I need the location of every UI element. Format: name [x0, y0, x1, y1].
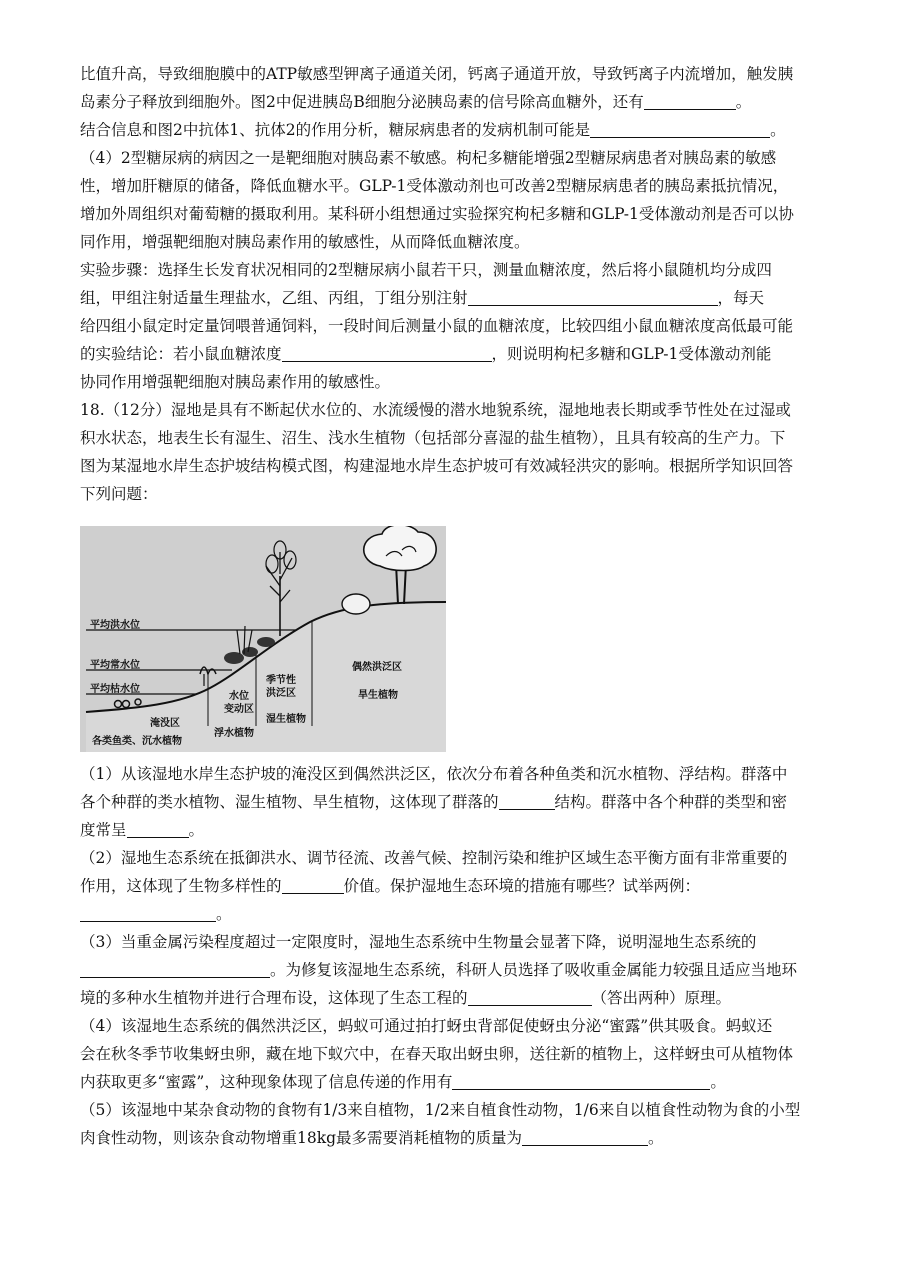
text-line: [80, 1016, 820, 1036]
answer-blank[interactable]: [590, 121, 770, 138]
line-text: 给四组小鼠定时定量饲喂普通饲料，一段时间后测量小鼠的血糖浓度，比较四组小鼠血糖浓度高低最可能: [80, 317, 794, 335]
line-text: 度常呈: [80, 821, 127, 839]
submerged-zone-label: 淹没区: [150, 718, 180, 729]
text-line: [80, 876, 820, 896]
answer-blank[interactable]: [499, 793, 555, 810]
line-text: 比值升高，导致细胞膜中的ATP敏感型钾离子通道关闭，钙离子通道开放，导致钙离子内流增加，触发胰: [80, 65, 794, 83]
text-line: [80, 204, 820, 224]
answer-blank[interactable]: [644, 93, 736, 110]
wetland-slope-diagram: [80, 526, 446, 752]
text-line: [80, 148, 820, 168]
line-tail: 结构。群落中各个种群的类型和密: [554, 793, 788, 811]
text-line: [80, 820, 820, 840]
answer-blank[interactable]: [468, 289, 718, 306]
text-line: [80, 288, 820, 308]
text-line: [80, 960, 820, 980]
water-change-zone-label: 水位 变动区: [224, 691, 254, 715]
text-line: [80, 120, 820, 140]
text-line: [80, 400, 820, 420]
line-tail: 。: [188, 821, 205, 839]
text-line: [80, 92, 820, 112]
line-tail: ，每天: [717, 289, 765, 307]
line-text: （2）湿地生态系统在抵御洪水、调节径流、改善气候、控制污染和维护区域生态平衡方面有非常重要的: [80, 849, 788, 867]
dry-plants-label: 旱生植物: [358, 690, 398, 701]
line-text: 肉食性动物，则该杂食动物增重18kg最多需要消耗植物的质量为: [80, 1129, 523, 1147]
answer-blank[interactable]: [452, 1073, 710, 1090]
floating-plants-label: 浮水植物: [214, 728, 254, 739]
answer-blank[interactable]: [282, 877, 344, 894]
line-text: 组，甲组注射适量生理盐水，乙组、丙组，丁组分别注射: [80, 289, 468, 307]
answer-blank[interactable]: [468, 989, 592, 1006]
text-line: [80, 932, 820, 952]
answer-blank[interactable]: [282, 345, 492, 362]
text-line: [80, 372, 820, 392]
occasional-zone-label: 偶然洪泛区: [352, 662, 402, 673]
line-text: 图为某湿地水岸生态护坡结构模式图，构建湿地水岸生态护坡可有效减轻洪灾的影响。根据所学知识回答: [80, 457, 794, 475]
wetland-slope-figure: [80, 526, 446, 752]
text-line: [80, 1044, 820, 1064]
text-line: [80, 988, 820, 1008]
line-tail: 。为修复该湿地生态系统，科研人员选择了吸收重金属能力较强且适应当地环: [270, 961, 798, 979]
fish-plants-label: 各类鱼类、沉水植物: [92, 736, 182, 747]
normal-level-label: 平均常水位: [90, 660, 140, 671]
line-text: 结合信息和图2中抗体1、抗体2的作用分析，糖尿病患者的发病机制可能是: [80, 121, 591, 139]
line-text: （4）该湿地生态系统的偶然洪泛区，蚂蚁可通过拍打蚜虫背部促使蚜虫分泌“蜜露”供其吸食。蚂蚁还: [80, 1017, 773, 1035]
dry-level-label: 平均枯水位: [90, 684, 140, 695]
line-text: 协同作用增强靶细胞对胰岛素作用的敏感性。: [80, 373, 391, 391]
text-line: [80, 1128, 820, 1148]
answer-blank[interactable]: [127, 821, 189, 838]
line-text: （1）从该湿地水岸生态护坡的淹没区到偶然洪泛区，依次分布着各种鱼类和沉水植物、浮结构。群落中: [80, 765, 788, 783]
line-tail: 。: [216, 905, 232, 923]
line-text: 的实验结论：若小鼠血糖浓度: [80, 345, 282, 363]
text-line: [80, 848, 820, 868]
text-line: [80, 792, 820, 812]
text-line: [80, 260, 820, 280]
line-text: 境的多种水生植物并进行合理布设，这体现了生态工程的: [80, 989, 468, 1007]
line-tail: 。: [735, 93, 752, 111]
text-line: [80, 344, 820, 364]
line-tail: ，则说明枸杞多糖和GLP-1受体激动剂能: [491, 345, 772, 363]
text-line: [80, 1072, 820, 1092]
line-tail: 。: [770, 121, 786, 139]
line-text: 增加外周组织对葡萄糖的摄取利用。某科研小组想通过实验探究枸杞多糖和GLP-1受体激动剂是否可以协: [80, 205, 794, 223]
answer-blank[interactable]: [522, 1129, 648, 1146]
text-line: [80, 764, 820, 784]
line-text: 18.（12分）湿地是具有不断起伏水位的、水流缓慢的潜水地貌系统，湿地地表长期或季节性处在过湿或: [80, 401, 791, 419]
line-tail: 。: [710, 1073, 726, 1091]
line-text: 积水状态，地表生长有湿生、沼生、浅水生植物（包括部分喜湿的盐生植物），且具有较高的生产力。下: [80, 429, 786, 447]
line-text: 实验步骤：选择生长发育状况相同的2型糖尿病小鼠若干只，测量血糖浓度，然后将小鼠随机均分成四: [80, 261, 772, 279]
seasonal-zone-label: 季节性 洪泛区: [266, 675, 296, 699]
text-line: [80, 456, 820, 476]
text-line: [80, 1100, 820, 1120]
text-line: [80, 428, 820, 448]
text-line: [80, 316, 820, 336]
line-text: 下列问题：: [80, 485, 158, 503]
answer-blank[interactable]: [80, 905, 216, 922]
flood-level-label: 平均洪水位: [90, 620, 140, 631]
wet-plants-label: 湿生植物: [266, 714, 306, 725]
text-line: [80, 176, 820, 196]
line-text: （3）当重金属污染程度超过一定限度时，湿地生态系统中生物量会显著下降，说明湿地生态系统的: [80, 933, 757, 951]
text-line: [80, 904, 820, 924]
text-line: [80, 64, 820, 84]
line-text: 会在秋冬季节收集蚜虫卵，藏在地下蚁穴中，在春天取出蚜虫卵，送往新的植物上，这样蚜虫可从植物体: [80, 1045, 794, 1063]
line-tail: 。: [648, 1129, 664, 1147]
line-text: 岛素分子释放到细胞外。图2中促进胰岛B细胞分泌胰岛素的信号除高血糖外，还有: [80, 93, 644, 111]
line-text: 作用，这体现了生物多样性的: [80, 877, 282, 895]
line-text: 性，增加肝糖原的储备，降低血糖水平。GLP-1受体激动剂也可改善2型糖尿病患者的胰岛素抵抗情况，: [80, 177, 789, 195]
line-text: （4）2型糖尿病的病因之一是靶细胞对胰岛素不敏感。枸杞多糖能增强2型糖尿病患者对胰岛素的敏感: [80, 149, 777, 167]
line-tail: 价值。保护湿地生态环境的措施有哪些？试举两例：: [343, 877, 701, 895]
answer-blank[interactable]: [80, 961, 270, 978]
line-text: 同作用，增强靶细胞对胰岛素作用的敏感性，从而降低血糖浓度。: [80, 233, 530, 251]
line-text: （5）该湿地中某杂食动物的食物有1/3来自植物，1/2来自植食性动物，1/6来自以植食性动物为食的小型: [80, 1101, 801, 1119]
line-text: 内获取更多“蜜露”，这种现象体现了信息传递的作用有: [80, 1073, 453, 1091]
line-text: 各个种群的类水植物、湿生植物、旱生植物，这体现了群落的: [80, 793, 499, 811]
line-tail: （答出两种）原理。: [591, 989, 732, 1007]
text-line: [80, 232, 820, 252]
text-line: [80, 484, 820, 504]
